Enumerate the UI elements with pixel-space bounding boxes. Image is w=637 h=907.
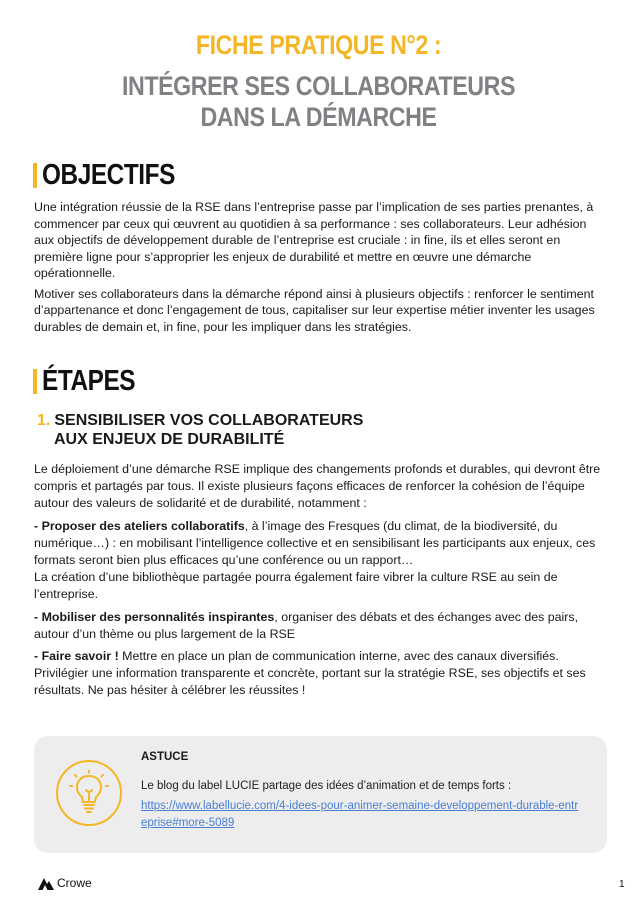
- page-number: 1: [619, 879, 625, 890]
- bullet-faire-savoir: [34, 648, 606, 700]
- tip-box: [34, 736, 607, 853]
- objectifs-heading: [33, 159, 200, 192]
- objectifs-paragraph-2: Motiver ses collaborateurs dans la démarche répond ainsi à plusieurs objectifs : renforcer le sentiment d’appartenance et donc l’engagement de tous, capitaliser sur leur expertise métier inventer les usages durables de demain et, in fine, pour les impliquer dans les stratégies.: [34, 286, 595, 334]
- title-line-3: DANS LA DÉMARCHE: [200, 102, 437, 132]
- title-subtitle: [45, 71, 593, 133]
- objectifs-text: [34, 199, 606, 339]
- step-1-title-line-2: AUX ENJEUX DE DURABILITÉ: [54, 431, 285, 448]
- bullet-faire-savoir-text: Mettre en place un plan de communication interne, avec des canaux diversifiés. Privilégier une information transparente et concrète, portant sur la stratégie RSE, ses objectifs et ses résultats. Ne pas hésiter à célébrer les réussites !: [34, 649, 586, 698]
- bullet-ateliers-text: , à l’image des Fresques (du climat, de la biodiversité, du numérique…) : en mobilisant l’intelligence collective et en sensibilisant les participants aux enjeux, ces formats seront bien plus efficaces qu’une conférence ou un rapport…: [34, 518, 596, 568]
- crowe-logo: [38, 876, 92, 890]
- bullet-ateliers-bold: - Proposer des ateliers collaboratifs: [34, 518, 245, 533]
- title-line-2: INTÉGRER SES COLLABORATEURS: [121, 71, 516, 101]
- step-1-number: 1.: [37, 412, 51, 429]
- objectifs-title: OBJECTIFS: [42, 159, 175, 191]
- step-1-title: [37, 411, 363, 449]
- bullet-faire-savoir-bold: - Faire savoir !: [34, 649, 119, 664]
- bullet-personnalites-text: , organiser des débats et des échanges avec des pairs, autour d’un thème ou plus largement de la RSE: [34, 609, 579, 641]
- tip-text: Le blog du label LUCIE partage des idées d’animation et de temps forts :: [141, 780, 512, 792]
- bullet-personnalites: [34, 609, 606, 643]
- crowe-brand-text: Crowe: [57, 876, 92, 890]
- section-accent-bar: [33, 369, 37, 394]
- section-accent-bar: [33, 163, 37, 188]
- lightbulb-icon: [56, 760, 122, 826]
- tip-label: ASTUCE: [141, 751, 189, 763]
- objectifs-paragraph-1: Une intégration réussie de la RSE dans l’entreprise passe par l’implication de ses parties prenantes, à commencer par ceux qui œuvrent au quotidien à sa performance : ses collaborateurs. Leur adhésion aux objectifs de développement durable de l’entreprise est cruciale : in fine, ils et elles seront en première ligne pour s’approprier les enjeux de durabilité et mettre en œuvre une démarche opérationnelle.: [34, 200, 594, 280]
- crowe-mountain-icon: [38, 876, 54, 890]
- tip-link[interactable]: https://www.labellucie.com/4-idees-pour-animer-semaine-developpement-durable-entreprise#more-5089: [141, 800, 579, 829]
- step-1-intro: Le déploiement d’une démarche RSE implique des changements profonds et durables, qui devront être compris et partagés par tous. Il existe plusieurs façons efficaces de renforcer la cohésion de l’équipe autour des valeurs de solidarité et de durabilité, notamment :: [34, 462, 601, 511]
- etapes-heading: [33, 365, 153, 398]
- step-1-title-line-1: SENSIBILISER VOS COLLABORATEURS: [54, 412, 364, 429]
- bullet-ateliers: [34, 518, 606, 604]
- title-line-1: FICHE PRATIQUE N°2 :: [195, 30, 442, 60]
- bullet-personnalites-bold: - Mobiliser des personnalités inspirantes: [34, 609, 275, 624]
- step-1-body: [34, 461, 606, 705]
- bullet-ateliers-extra: La création d’une bibliothèque partagée pourra également faire vibrer la culture RSE au sein de l’entreprise.: [34, 570, 558, 602]
- etapes-title: ÉTAPES: [42, 365, 136, 397]
